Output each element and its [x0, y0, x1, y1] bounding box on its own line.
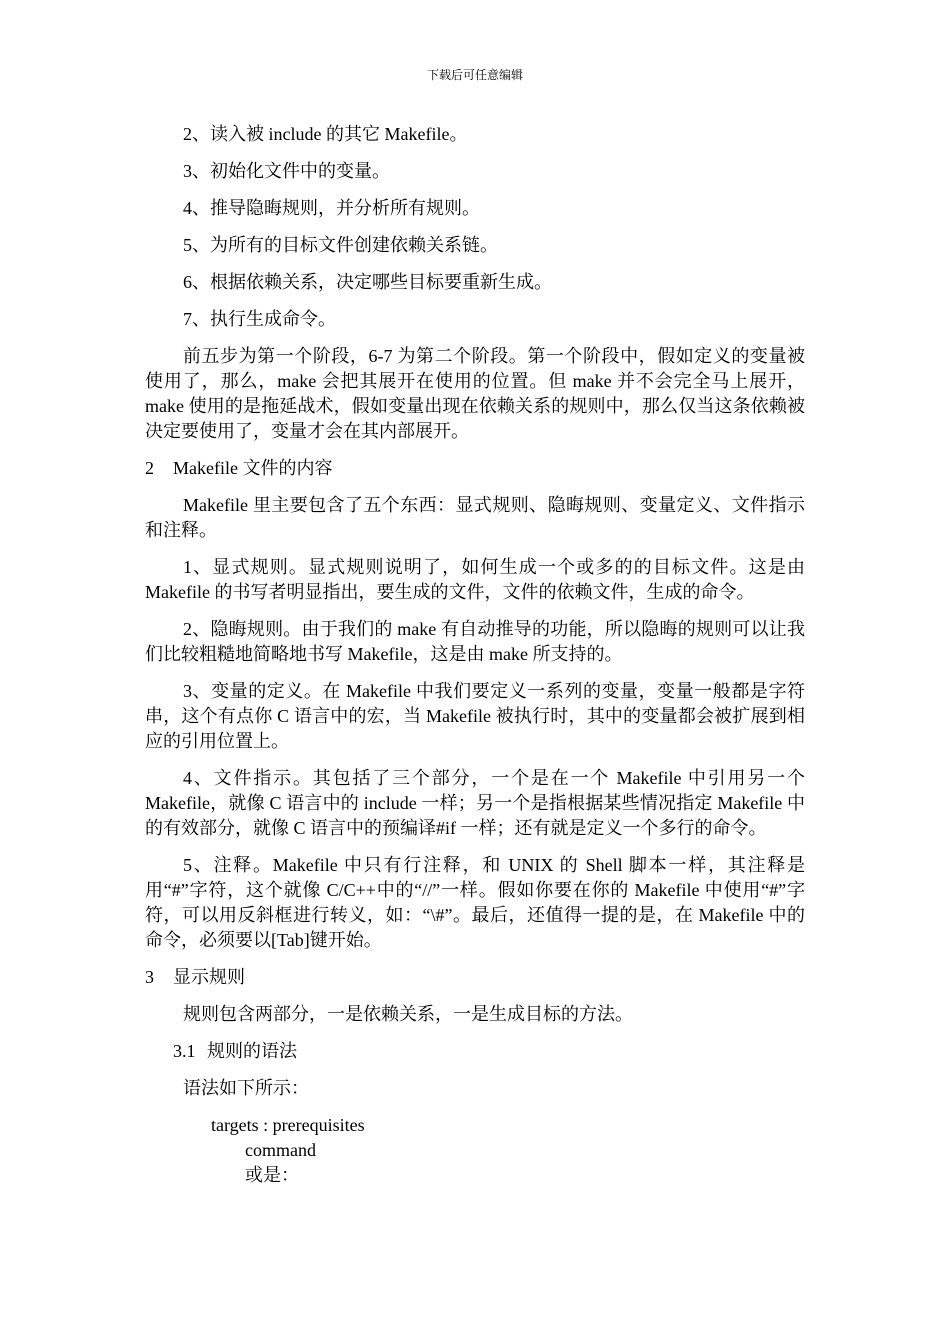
step-item: 7、执行生成命令。	[183, 309, 336, 329]
step-item: 5、为所有的目标文件创建依赖关系链。	[183, 235, 498, 255]
section-3-intro: 规则包含两部分，一是依赖关系，一是生成目标的方法。	[183, 1004, 633, 1024]
page-header: 下载后可任意编辑	[426, 68, 523, 82]
syntax-code-block	[145, 1113, 805, 1188]
subsection-number: 3.1	[173, 1041, 196, 1061]
section-title: Makefile 文件的内容	[173, 458, 333, 478]
code-line: 或是：	[245, 1165, 299, 1185]
section-title: 显示规则	[173, 967, 245, 987]
content-item: 4、文件指示。其包括了三个部分，一个是在一个 Makefile 中引用另一个 Makefile，就像 C 语言中的 include 一样；另一个是指根据某些情况指定 Makefile 中的有效部分，就像 C 语言中的预编译#if 一样；还有就是定义一个多行的命令。	[145, 768, 805, 838]
section-number: 2	[145, 458, 154, 478]
section-3-heading	[145, 965, 805, 990]
section-2-heading	[145, 456, 805, 481]
content-item: 1、显式规则。显式规则说明了，如何生成一个或多的的目标文件。这是由 Makefile 的书写者明显指出，要生成的文件，文件的依赖文件，生成的命令。	[145, 557, 805, 602]
document-body	[145, 122, 805, 1188]
step-item: 4、推导隐晦规则，并分析所有规则。	[183, 198, 480, 218]
code-line: command	[245, 1140, 316, 1160]
step-item: 2、读入被 include 的其它 Makefile。	[183, 124, 468, 144]
subsection-3-1-heading	[145, 1039, 805, 1064]
content-item: 3、变量的定义。在 Makefile 中我们要定义一系列的变量，变量一般都是字符串，这个有点你 C 语言中的宏，当 Makefile 被执行时，其中的变量都会被扩展到相应的引用位置上。	[145, 681, 805, 751]
section-2-intro: Makefile 里主要包含了五个东西：显式规则、隐晦规则、变量定义、文件指示和注释。	[145, 495, 805, 540]
step-item: 3、初始化文件中的变量。	[183, 161, 390, 181]
content-item: 2、隐晦规则。由于我们的 make 有自动推导的功能，所以隐晦的规则可以让我们比较粗糙地简略地书写 Makefile，这是由 make 所支持的。	[145, 619, 805, 664]
subsection-title: 规则的语法	[207, 1041, 297, 1061]
content-item: 5、注释。Makefile 中只有行注释，和 UNIX 的 Shell 脚本一样，其注释是用“#”字符，这个就像 C/C++中的“//”一样。假如你要在你的 Makefile 中使用“#”字符，可以用反斜框进行转义，如：“\#”。最后，还值得一提的是，在 Makefile 中的命令，必须要以[Tab]键开始。	[145, 855, 805, 950]
section-number: 3	[145, 967, 154, 987]
syntax-intro: 语法如下所示：	[183, 1078, 309, 1098]
code-line: targets : prerequisites	[211, 1115, 365, 1135]
step-item: 6、根据依赖关系，决定哪些目标要重新生成。	[183, 272, 552, 292]
phase-paragraph: 前五步为第一个阶段，6-7 为第二个阶段。第一个阶段中，假如定义的变量被使用了，那么，make 会把其展开在使用的位置。但 make 并不会完全马上展开，make 使用的是拖延战术，假如变量出现在依赖关系的规则中，那么仅当这条依赖被决定要使用了，变量才会在其内部展开。	[145, 346, 805, 441]
